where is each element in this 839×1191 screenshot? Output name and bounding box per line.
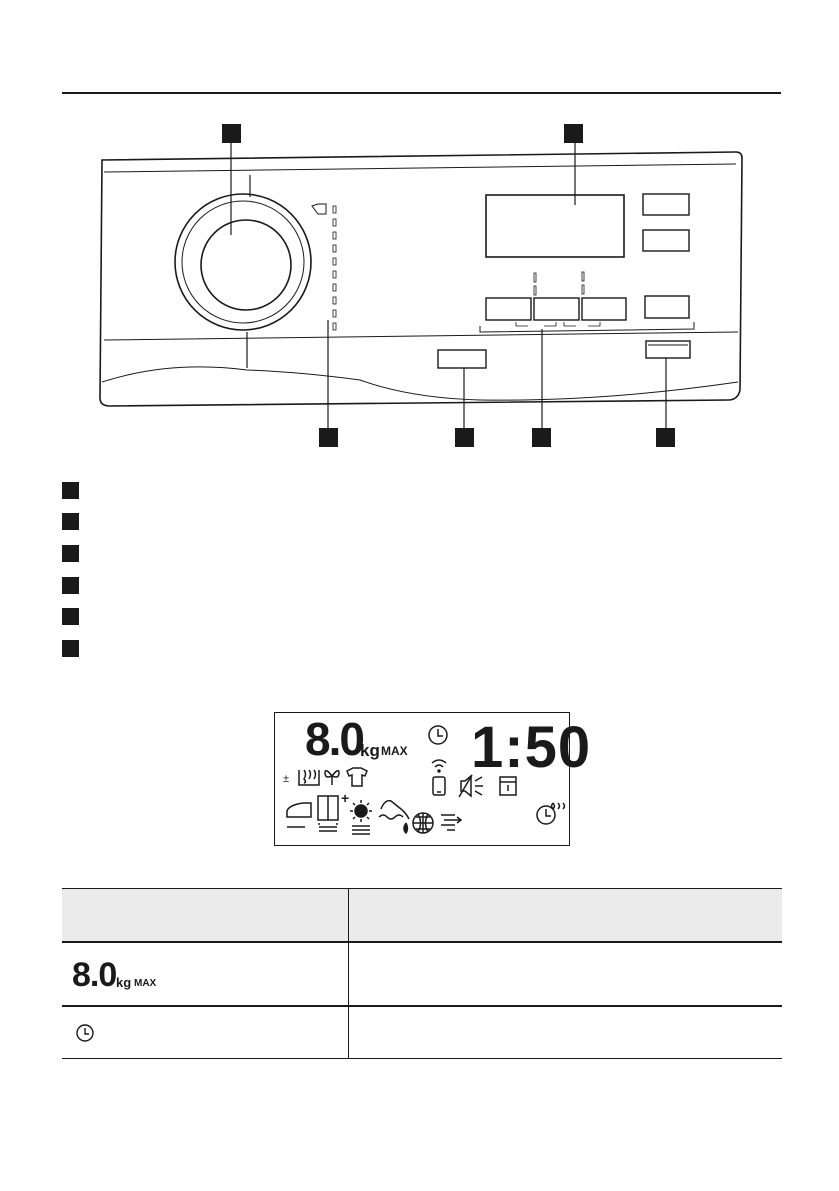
extra-dry-icon: [350, 800, 372, 834]
table-cell-description: [349, 1006, 783, 1059]
eco-icon: [325, 771, 339, 785]
table-load-unit: kg: [116, 975, 132, 990]
option-buttons-icon: [486, 296, 689, 320]
refresher-icon: [347, 768, 367, 786]
drying-level-icon: [537, 803, 565, 824]
callout-marker: [319, 428, 338, 447]
start-pause-button-icon: [646, 341, 690, 358]
remote-control-icon: [433, 777, 445, 795]
control-panel-illustration: [0, 0, 839, 470]
load-unit: kg: [360, 741, 380, 760]
steam-icon: [299, 770, 319, 785]
table-load-max: MAX: [134, 978, 157, 989]
lcd-display-icon: [486, 195, 624, 257]
load-kg-icon: [72, 954, 192, 994]
svg-text:+: +: [341, 790, 350, 806]
program-knob-icon: [201, 220, 291, 310]
wifi-icon: [432, 760, 446, 772]
symbol-table: [62, 888, 782, 1059]
legend-marker: [62, 513, 79, 530]
table-header-symbol: [62, 889, 349, 943]
table-cell-symbol: [62, 942, 349, 1006]
callout-marker: [656, 428, 675, 447]
table-header-description: [349, 889, 783, 943]
callout-marker: [532, 428, 551, 447]
time-digits: 1:50: [471, 715, 592, 780]
table-load-digits: 8.0: [72, 956, 117, 994]
cupboard-dryness-icon: [318, 796, 338, 831]
load-digits: 8.0: [305, 713, 363, 765]
anti-crease-icon: [379, 801, 409, 833]
table-row: [62, 1006, 782, 1059]
callout-marker: [222, 124, 241, 143]
legend-marker: [62, 545, 79, 562]
legend-marker: [62, 608, 79, 625]
callout-marker: [564, 124, 583, 143]
svg-text:±: ±: [283, 773, 290, 785]
time-buttons-icon: [438, 350, 486, 368]
program-led-column-icon: [333, 206, 336, 330]
panel-outline: [100, 152, 742, 406]
table-cell-description: [349, 942, 783, 1006]
time-manager-icon: [72, 1018, 102, 1048]
sound-off-icon: [459, 775, 483, 797]
time-manager-icon: [429, 726, 447, 744]
callout-marker: [455, 428, 474, 447]
load-max: MAX: [381, 744, 408, 758]
legend-marker: [62, 482, 79, 499]
display-panel: [274, 712, 592, 846]
wool-icon: [413, 813, 433, 833]
table-cell-symbol: [62, 1006, 349, 1059]
table-row: [62, 942, 782, 1006]
quick-icon: [441, 815, 461, 830]
iron-dryness-icon: [287, 803, 311, 827]
legend-marker: [62, 577, 79, 594]
legend-marker: [62, 640, 79, 657]
